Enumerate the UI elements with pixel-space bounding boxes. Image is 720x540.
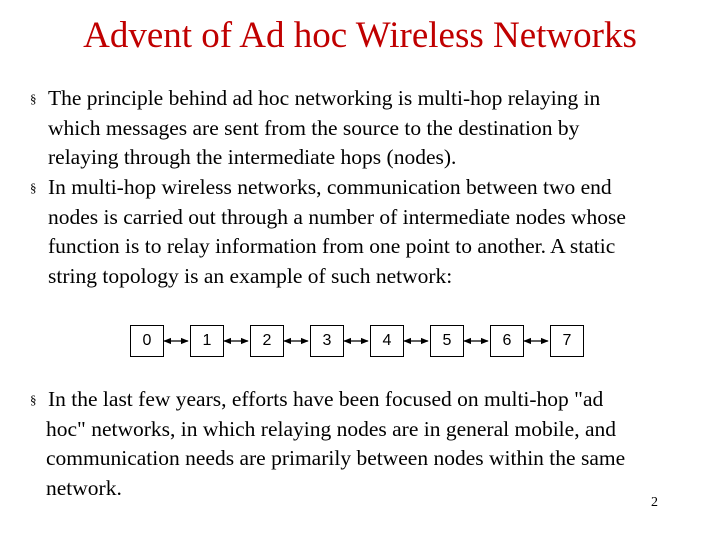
bullet-marker-icon: § bbox=[30, 180, 37, 195]
bullet-text-line: which messages are sent from the source to the destination by bbox=[48, 115, 580, 140]
bullet-marker-icon: § bbox=[30, 392, 37, 407]
topology-node: 0 bbox=[130, 325, 164, 357]
string-topology-diagram bbox=[0, 320, 720, 364]
bullet-text-line: relaying through the intermediate hops (nodes). bbox=[48, 145, 457, 170]
bullet-text-line: network. bbox=[46, 476, 122, 501]
slide-title: Advent of Ad hoc Wireless Networks bbox=[83, 15, 637, 56]
topology-links bbox=[0, 320, 720, 364]
bullet-text-line: function is to relay information from one point to another. A static bbox=[48, 234, 616, 259]
bullet-text-line: string topology is an example of such network: bbox=[48, 264, 453, 289]
bullet-text-line: nodes is carried out through a number of intermediate nodes whose bbox=[48, 204, 626, 229]
topology-node: 4 bbox=[370, 325, 404, 357]
bullet-text-line: communication needs are primarily between nodes within the same bbox=[46, 446, 626, 471]
bullet-text-line: The principle behind ad hoc networking is multi-hop relaying in bbox=[48, 86, 601, 110]
topology-node: 2 bbox=[250, 325, 284, 357]
page-number: 2 bbox=[651, 495, 658, 510]
bullet-text-line: In multi-hop wireless networks, communication between two end bbox=[48, 175, 612, 199]
bullet-multi-hop-principle bbox=[30, 84, 700, 173]
bullet-text-line: In the last few years, efforts have been focused on multi-hop "ad bbox=[48, 387, 604, 411]
topology-node: 5 bbox=[430, 325, 464, 357]
topology-node: 6 bbox=[490, 325, 524, 357]
topology-node: 3 bbox=[310, 325, 344, 357]
bullet-multi-hop-communication bbox=[30, 173, 700, 292]
bullet-text-line: hoc" networks, in which relaying nodes are in general mobile, and bbox=[46, 416, 616, 441]
topology-node: 1 bbox=[190, 325, 224, 357]
topology-node: 7 bbox=[550, 325, 584, 357]
bullet-marker-icon: § bbox=[30, 91, 37, 106]
bullet-ad-hoc-networks bbox=[30, 385, 700, 504]
